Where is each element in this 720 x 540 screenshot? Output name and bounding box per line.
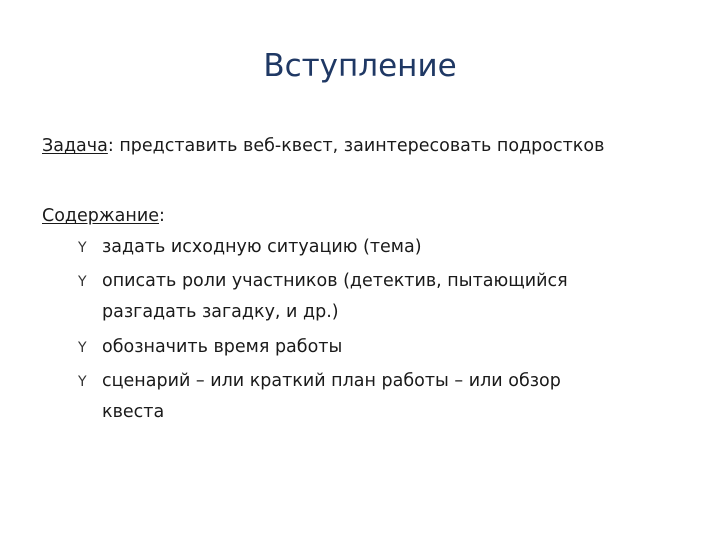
task-line <box>42 135 604 157</box>
task-colon: : <box>107 136 114 156</box>
slide-title: Вступление <box>263 48 457 84</box>
task-text: представить веб-квест, заинтересовать подростков <box>113 136 605 156</box>
list-item-line: сценарий – или краткий план работы – или обзор <box>102 371 561 391</box>
list-item-line: обозначить время работы <box>102 337 343 357</box>
list-item-line: задать исходную ситуацию (тема) <box>102 237 422 257</box>
content-heading <box>42 205 165 227</box>
content-colon: : <box>158 206 165 226</box>
list-item <box>102 266 568 328</box>
list-item-line: квеста <box>102 402 165 422</box>
content-label: Содержание <box>42 206 159 226</box>
bullet-icon: Y <box>78 374 87 390</box>
bullet-icon: Y <box>78 274 87 290</box>
bullet-icon: Y <box>78 340 87 356</box>
list-item-line: описать роли участников (детектив, пытающийся <box>102 271 568 291</box>
task-label: Задача <box>42 136 108 156</box>
bullet-icon: Y <box>78 240 87 256</box>
list-item <box>102 232 422 263</box>
list-item <box>102 366 561 428</box>
list-item-line: разгадать загадку, и др.) <box>102 302 339 322</box>
list-item <box>102 332 342 363</box>
